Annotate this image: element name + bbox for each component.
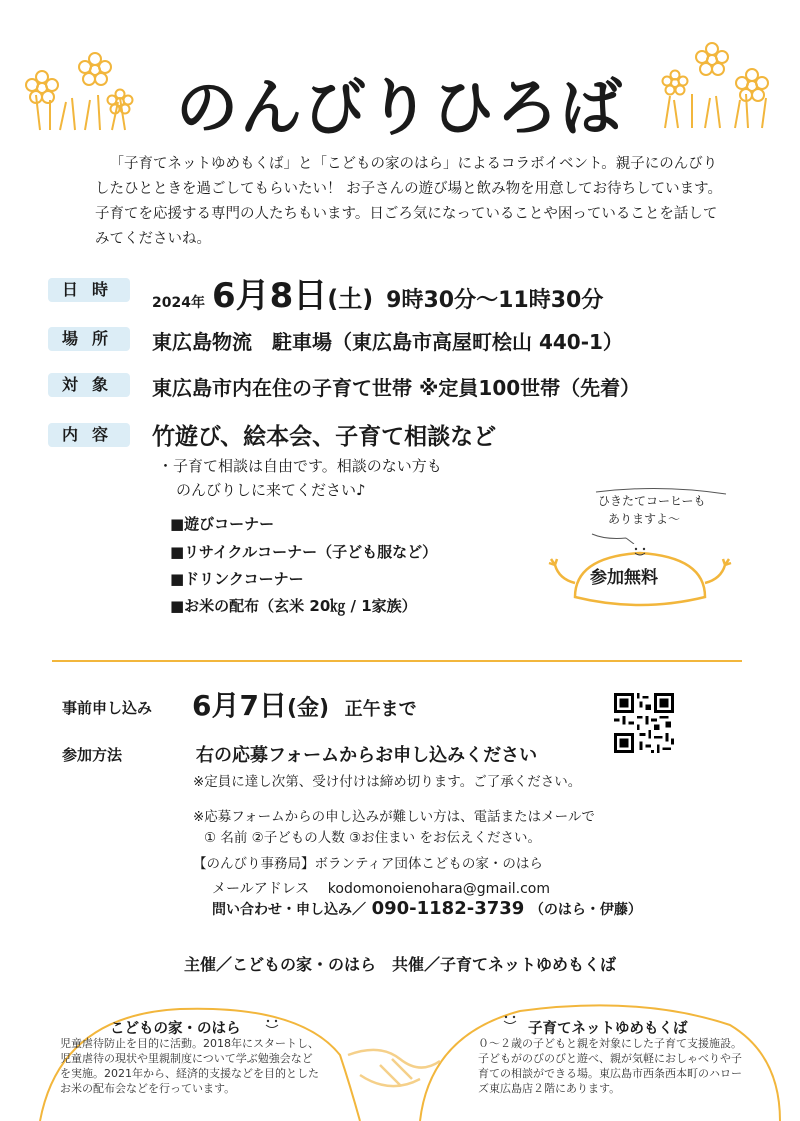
handshake-icon xyxy=(348,1050,440,1086)
bubble-line-1: ひきたてコーヒーも xyxy=(598,494,706,508)
email-label: メールアドレス xyxy=(212,881,310,897)
section-divider xyxy=(52,660,742,662)
org-right-title: 子育てネットゆめもくば xyxy=(528,1021,688,1037)
method-text: 右の応募フォームからお申し込みください xyxy=(196,745,538,766)
deadline-label: 事前申し込み xyxy=(62,699,153,717)
corner-item: ■ドリンクコーナー xyxy=(170,570,304,588)
event-weekday: (土) xyxy=(327,285,374,313)
deadline-date: 6月7日 xyxy=(192,689,287,722)
deadline-value xyxy=(192,684,417,724)
phone-names: （のはら・伊藤） xyxy=(529,902,642,918)
organizers: 主催／こどもの家・のはら 共催／子育てネットゆめもくば xyxy=(183,955,616,974)
method-label: 参加方法 xyxy=(62,746,123,764)
target-value: 東広島市内在住の子育て世帯 ※定員100世帯（先着） xyxy=(152,376,641,400)
phone-line xyxy=(212,898,642,919)
free-label: 参加無料 xyxy=(590,568,658,588)
content-label: 内容 xyxy=(48,423,130,447)
qr-code-icon[interactable] xyxy=(614,693,674,753)
place-value: 東広島物流 駐車場（東広島市高屋町桧山 440-1） xyxy=(152,330,623,354)
corner-item: ■お米の配布（玄米 20㎏ / 1家族） xyxy=(170,597,417,615)
target-label: 対象 xyxy=(48,373,130,397)
phone-number[interactable]: 090-1182-3739 xyxy=(371,898,525,919)
event-time: 9時30分〜11時30分 xyxy=(386,288,604,313)
intro-text: 「子育てネットゆめもくば」と「こどもの家のはら」によるコラボイベント。親子にのんびりしたひとときを過ごしてもらいたい！ お子さんの遊び場と飲み物を用意してお待ちしています。子育てを応援する専門の人たちもいます。日ごろ気になっていることや困っていることを話してみてくださいね。 xyxy=(95,156,722,247)
org-left-text: 児童虐待防止を目的に活動。2018年にスタートし、児童虐待の現状や里親制度について学ぶ勉強会などを実施。2021年から、経済的支援などを目的としたお米の配布会などを行っています。 xyxy=(60,1037,319,1095)
org-left-title: こどもの家・のはら xyxy=(110,1021,241,1037)
datetime-label: 日時 xyxy=(48,278,130,302)
org-right-text: ０～２歳の子どもと親を対象にした子育て支援施設。子どもがのびのびと遊べ、親が気軽におしゃべりや子育ての相談ができる場。東広島市西条西本町のハローズ東広島店２階にあります。 xyxy=(478,1037,742,1095)
bubble-line-2: ありますよ〜 xyxy=(608,512,681,526)
email-link[interactable]: kodomonoienohara@gmail.com xyxy=(327,881,550,897)
required-info: ① 名前 ②子どもの人数 ③お住まい をお伝えください。 xyxy=(204,830,541,846)
office-name: 【のんびり事務局】ボランティア団体こどもの家・のはら xyxy=(193,856,543,872)
alternative-note: ※応募フォームからの申し込みが難しい方は、電話またはメールで xyxy=(193,809,595,825)
corner-item: ■遊びコーナー xyxy=(170,515,275,533)
speech-bubble xyxy=(598,492,706,528)
page-title: のんびりひろば xyxy=(175,71,624,144)
phone-label: 問い合わせ・申し込み／ xyxy=(212,902,366,918)
smile-icon xyxy=(504,1016,516,1024)
content-note-1: ・子育て相談は自由です。相談のない方も xyxy=(158,457,442,475)
smile-icon xyxy=(266,1020,278,1028)
corner-item: ■リサイクルコーナー（子ども服など） xyxy=(170,543,438,561)
capacity-note: ※定員に達し次第、受け付けは締め切ります。ご了承ください。 xyxy=(193,774,582,790)
content-note-2: のんびりしに来てください♪ xyxy=(176,481,366,499)
deadline-weekday: (金) xyxy=(286,696,330,721)
email-line xyxy=(212,878,550,898)
event-year: 2024年 xyxy=(152,295,205,311)
deadline-time: 正午まで xyxy=(344,699,417,720)
content-value: 竹遊び、絵本会、子育て相談など xyxy=(152,424,497,450)
event-date: 6月8日 xyxy=(211,276,328,316)
place-label: 場所 xyxy=(48,327,130,351)
datetime-value xyxy=(152,268,603,317)
